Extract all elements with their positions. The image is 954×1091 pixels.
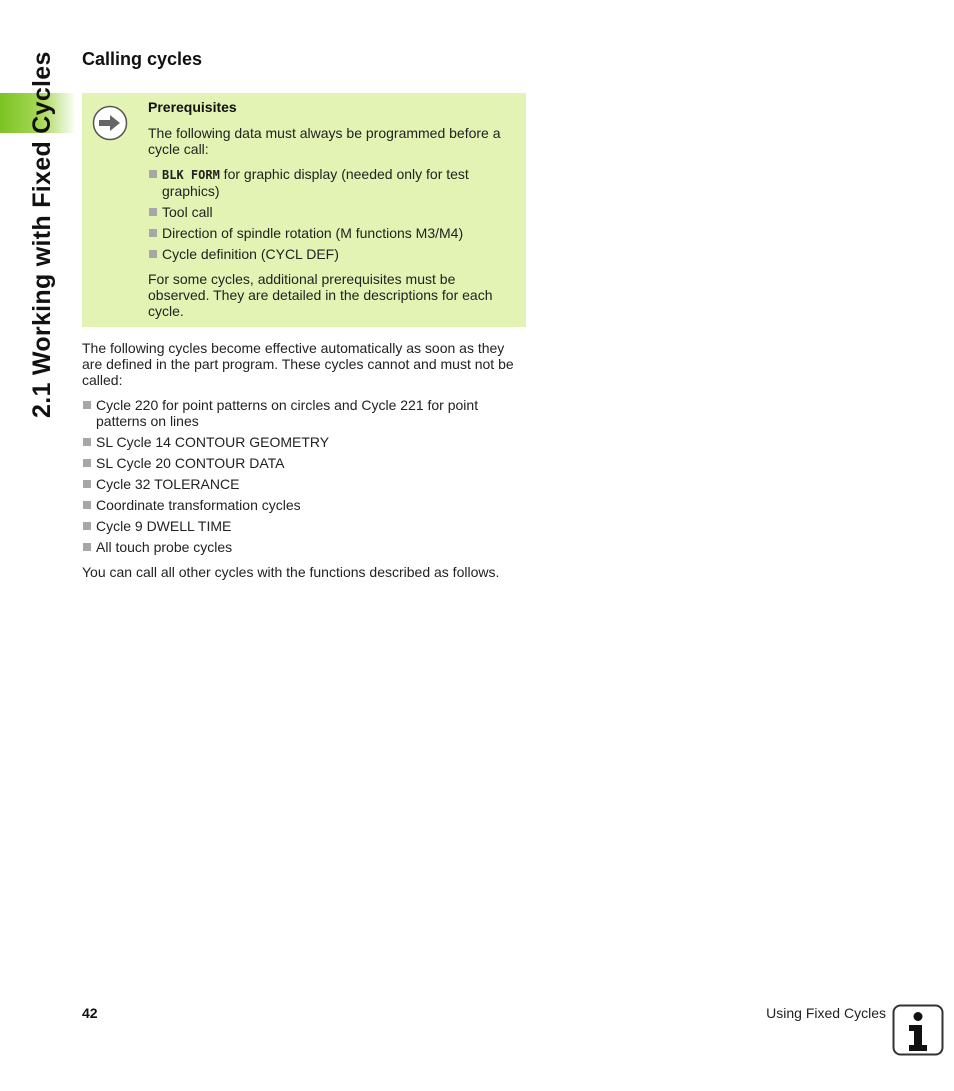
note-outro: For some cycles, additional prerequisites must be observed. They are detailed in the descriptions for each cycle. <box>148 271 493 319</box>
note-content <box>148 99 518 319</box>
note-list-item: Tool call <box>148 204 518 220</box>
list-item: Cycle 32 TOLERANCE <box>82 476 526 492</box>
prerequisites-note <box>82 93 526 327</box>
main-intro: The following cycles become effective automatically as soon as they are defined in the part program. These cycles cannot and must not be called: <box>82 340 514 388</box>
list-item: Cycle 9 DWELL TIME <box>82 518 526 534</box>
list-item: Cycle 220 for point patterns on circles and Cycle 221 for point patterns on lines <box>82 397 526 429</box>
list-item: All touch probe cycles <box>82 539 526 555</box>
main-body <box>82 340 526 580</box>
note-title: Prerequisites <box>148 99 237 115</box>
page-number: 42 <box>82 1005 98 1021</box>
chapter-title: 2.1 Working with Fixed Cycles <box>28 51 56 418</box>
section-heading: Calling cycles <box>82 49 203 69</box>
note-list-item: BLK FORM for graphic display (needed only for test graphics) <box>148 166 518 199</box>
arrow-right-circle-icon <box>92 105 128 141</box>
cycle-list <box>82 397 526 555</box>
note-list <box>148 166 518 262</box>
list-item: SL Cycle 14 CONTOUR GEOMETRY <box>82 434 526 450</box>
list-item: Coordinate transformation cycles <box>82 497 526 513</box>
code-keyword: BLK FORM <box>162 168 220 182</box>
main-outro: You can call all other cycles with the functions described as follows. <box>82 564 500 580</box>
note-list-item: Direction of spindle rotation (M functions M3/M4) <box>148 225 518 241</box>
info-icon <box>892 1004 944 1056</box>
note-list-item: Cycle definition (CYCL DEF) <box>148 246 518 262</box>
footer-label: Using Fixed Cycles <box>766 1005 886 1021</box>
list-item: SL Cycle 20 CONTOUR DATA <box>82 455 526 471</box>
note-intro: The following data must always be programmed before a cycle call: <box>148 125 501 157</box>
